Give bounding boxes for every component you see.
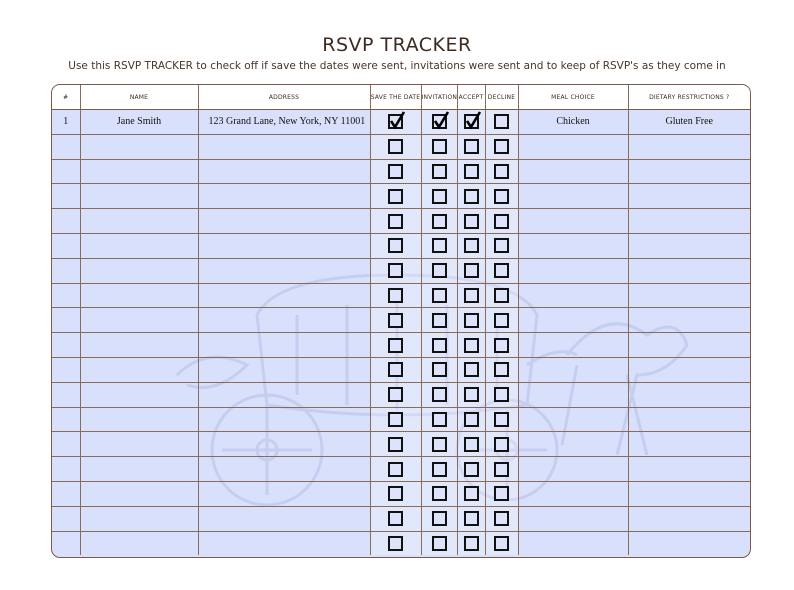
address-cell[interactable] bbox=[198, 134, 370, 159]
dietary-restrictions-cell[interactable]: Gluten Free bbox=[628, 110, 750, 135]
accept-checkbox[interactable] bbox=[464, 412, 479, 427]
table-row bbox=[52, 382, 750, 407]
dietary-restrictions-cell[interactable] bbox=[628, 333, 750, 358]
invitation-checkbox[interactable] bbox=[432, 387, 447, 402]
invitation-cell bbox=[421, 308, 457, 333]
meal-choice-cell[interactable] bbox=[518, 506, 628, 531]
column-header-number: # bbox=[52, 85, 80, 110]
save-the-date-cell bbox=[370, 233, 421, 258]
column-header-save-the-date: SAVE THE DATE bbox=[370, 85, 421, 110]
decline-cell bbox=[485, 457, 518, 482]
meal-choice-cell[interactable] bbox=[518, 481, 628, 506]
name-cell[interactable] bbox=[80, 382, 198, 407]
table-row bbox=[52, 159, 750, 184]
table-row bbox=[52, 506, 750, 531]
decline-checkbox[interactable] bbox=[494, 189, 509, 204]
table-body bbox=[52, 110, 750, 556]
decline-checkbox[interactable] bbox=[494, 536, 509, 551]
save-the-date-checkbox[interactable] bbox=[388, 486, 403, 501]
address-cell[interactable] bbox=[198, 407, 370, 432]
rsvp-table-container bbox=[51, 84, 751, 558]
row-number-cell[interactable] bbox=[52, 481, 80, 506]
accept-checkbox[interactable] bbox=[464, 263, 479, 278]
meal-choice-cell[interactable] bbox=[518, 333, 628, 358]
page-subtitle: Use this RSVP TRACKER to check off if save the dates were sent, invitations were sent and to keep of RSVP's as they come in bbox=[68, 60, 726, 72]
accept-checkbox[interactable] bbox=[464, 511, 479, 526]
save-the-date-cell bbox=[370, 184, 421, 209]
meal-choice-cell[interactable] bbox=[518, 159, 628, 184]
meal-choice-cell[interactable] bbox=[518, 258, 628, 283]
decline-cell bbox=[485, 110, 518, 135]
row-number-cell[interactable] bbox=[52, 407, 80, 432]
name-cell[interactable] bbox=[80, 457, 198, 482]
dietary-restrictions-cell[interactable] bbox=[628, 233, 750, 258]
decline-cell bbox=[485, 233, 518, 258]
decline-cell bbox=[485, 531, 518, 555]
accept-checkbox[interactable] bbox=[464, 338, 479, 353]
table-header-row bbox=[52, 85, 750, 110]
name-cell[interactable] bbox=[80, 407, 198, 432]
column-header-invitation: INVITATION bbox=[421, 85, 457, 110]
dietary-restrictions-cell[interactable] bbox=[628, 184, 750, 209]
save-the-date-checkbox[interactable] bbox=[388, 238, 403, 253]
accept-cell bbox=[457, 407, 485, 432]
dietary-restrictions-cell[interactable] bbox=[628, 357, 750, 382]
row-number-cell[interactable] bbox=[52, 134, 80, 159]
save-the-date-cell bbox=[370, 506, 421, 531]
address-cell[interactable] bbox=[198, 333, 370, 358]
accept-checkbox[interactable] bbox=[464, 486, 479, 501]
accept-cell bbox=[457, 308, 485, 333]
table-row bbox=[52, 407, 750, 432]
save-the-date-checkbox[interactable] bbox=[388, 313, 403, 328]
row-number-cell[interactable] bbox=[52, 506, 80, 531]
dietary-restrictions-cell[interactable] bbox=[628, 432, 750, 457]
decline-checkbox[interactable] bbox=[494, 462, 509, 477]
name-cell[interactable] bbox=[80, 531, 198, 555]
decline-cell bbox=[485, 382, 518, 407]
meal-choice-cell[interactable] bbox=[518, 308, 628, 333]
accept-cell bbox=[457, 258, 485, 283]
address-cell[interactable] bbox=[198, 159, 370, 184]
meal-choice-cell[interactable] bbox=[518, 457, 628, 482]
accept-cell bbox=[457, 357, 485, 382]
invitation-checkbox[interactable] bbox=[432, 288, 447, 303]
invitation-cell bbox=[421, 531, 457, 555]
name-cell[interactable] bbox=[80, 258, 198, 283]
save-the-date-cell bbox=[370, 159, 421, 184]
decline-checkbox[interactable] bbox=[494, 263, 509, 278]
decline-cell bbox=[485, 209, 518, 234]
accept-cell bbox=[457, 209, 485, 234]
row-number-cell[interactable] bbox=[52, 308, 80, 333]
accept-checkbox[interactable] bbox=[464, 536, 479, 551]
row-number-cell[interactable] bbox=[52, 184, 80, 209]
name-cell[interactable] bbox=[80, 159, 198, 184]
save-the-date-checkbox[interactable] bbox=[388, 536, 403, 551]
table-row bbox=[52, 457, 750, 482]
accept-cell bbox=[457, 531, 485, 555]
table-row bbox=[52, 531, 750, 555]
save-the-date-cell bbox=[370, 407, 421, 432]
address-cell[interactable] bbox=[198, 506, 370, 531]
invitation-cell bbox=[421, 432, 457, 457]
save-the-date-cell bbox=[370, 357, 421, 382]
table-row bbox=[52, 283, 750, 308]
invitation-cell bbox=[421, 333, 457, 358]
meal-choice-cell[interactable] bbox=[518, 233, 628, 258]
decline-checkbox[interactable] bbox=[494, 139, 509, 154]
address-cell[interactable] bbox=[198, 457, 370, 482]
name-cell[interactable] bbox=[80, 283, 198, 308]
decline-cell bbox=[485, 481, 518, 506]
name-cell[interactable] bbox=[80, 233, 198, 258]
invitation-cell bbox=[421, 283, 457, 308]
meal-choice-cell[interactable] bbox=[518, 283, 628, 308]
decline-checkbox[interactable] bbox=[494, 338, 509, 353]
dietary-restrictions-cell[interactable] bbox=[628, 283, 750, 308]
invitation-checkbox[interactable] bbox=[432, 511, 447, 526]
save-the-date-checkbox[interactable] bbox=[388, 139, 403, 154]
meal-choice-cell[interactable]: Chicken bbox=[518, 110, 628, 135]
decline-checkbox[interactable] bbox=[494, 387, 509, 402]
dietary-restrictions-cell[interactable] bbox=[628, 457, 750, 482]
accept-cell bbox=[457, 432, 485, 457]
decline-cell bbox=[485, 333, 518, 358]
row-number-cell[interactable]: 1 bbox=[52, 110, 80, 135]
invitation-cell bbox=[421, 110, 457, 135]
accept-checkbox[interactable] bbox=[464, 164, 479, 179]
column-header-name: NAME bbox=[80, 85, 198, 110]
table-row bbox=[52, 432, 750, 457]
decline-checkbox[interactable] bbox=[494, 288, 509, 303]
invitation-cell bbox=[421, 357, 457, 382]
table-row bbox=[52, 233, 750, 258]
column-header-dietary-restrictions: DIETARY RESTRICTIONS ? bbox=[628, 85, 750, 110]
save-the-date-cell bbox=[370, 457, 421, 482]
save-the-date-checkbox[interactable] bbox=[388, 437, 403, 452]
invitation-cell bbox=[421, 407, 457, 432]
decline-checkbox[interactable] bbox=[494, 486, 509, 501]
accept-checkbox[interactable] bbox=[464, 387, 479, 402]
save-the-date-checkbox[interactable] bbox=[388, 114, 403, 129]
decline-cell bbox=[485, 184, 518, 209]
invitation-checkbox[interactable] bbox=[432, 189, 447, 204]
save-the-date-cell bbox=[370, 209, 421, 234]
save-the-date-cell bbox=[370, 110, 421, 135]
address-cell[interactable] bbox=[198, 357, 370, 382]
row-number-cell[interactable] bbox=[52, 531, 80, 555]
table-row bbox=[52, 209, 750, 234]
checkmark-icon bbox=[465, 111, 482, 130]
name-cell[interactable] bbox=[80, 333, 198, 358]
address-cell[interactable] bbox=[198, 233, 370, 258]
meal-choice-cell[interactable] bbox=[518, 209, 628, 234]
row-number-cell[interactable] bbox=[52, 357, 80, 382]
row-number-cell[interactable] bbox=[52, 209, 80, 234]
address-cell[interactable] bbox=[198, 308, 370, 333]
invitation-checkbox[interactable] bbox=[432, 263, 447, 278]
invitation-checkbox[interactable] bbox=[432, 164, 447, 179]
decline-cell bbox=[485, 283, 518, 308]
decline-cell bbox=[485, 159, 518, 184]
accept-cell bbox=[457, 333, 485, 358]
row-number-cell[interactable] bbox=[52, 258, 80, 283]
meal-choice-cell[interactable] bbox=[518, 357, 628, 382]
save-the-date-cell bbox=[370, 333, 421, 358]
accept-cell bbox=[457, 481, 485, 506]
accept-cell bbox=[457, 382, 485, 407]
invitation-cell bbox=[421, 258, 457, 283]
invitation-checkbox[interactable] bbox=[432, 462, 447, 477]
invitation-cell bbox=[421, 481, 457, 506]
decline-cell bbox=[485, 134, 518, 159]
dietary-restrictions-cell[interactable] bbox=[628, 382, 750, 407]
dietary-restrictions-cell[interactable] bbox=[628, 134, 750, 159]
name-cell[interactable] bbox=[80, 506, 198, 531]
accept-cell bbox=[457, 283, 485, 308]
decline-cell bbox=[485, 407, 518, 432]
meal-choice-cell[interactable] bbox=[518, 531, 628, 555]
invitation-cell bbox=[421, 209, 457, 234]
decline-checkbox[interactable] bbox=[494, 313, 509, 328]
invitation-checkbox[interactable] bbox=[432, 362, 447, 377]
checkmark-icon bbox=[433, 111, 450, 130]
table-row bbox=[52, 357, 750, 382]
column-header-accept: ACCEPT bbox=[457, 85, 485, 110]
invitation-cell bbox=[421, 457, 457, 482]
save-the-date-cell bbox=[370, 481, 421, 506]
checkmark-icon bbox=[389, 111, 406, 130]
invitation-checkbox[interactable] bbox=[432, 238, 447, 253]
decline-cell bbox=[485, 357, 518, 382]
accept-cell bbox=[457, 184, 485, 209]
page-title: RSVP TRACKER bbox=[322, 34, 472, 56]
decline-checkbox[interactable] bbox=[494, 114, 509, 129]
save-the-date-cell bbox=[370, 134, 421, 159]
name-cell[interactable] bbox=[80, 357, 198, 382]
table-row bbox=[52, 333, 750, 358]
decline-cell bbox=[485, 308, 518, 333]
dietary-restrictions-cell[interactable] bbox=[628, 407, 750, 432]
invitation-checkbox[interactable] bbox=[432, 114, 447, 129]
row-number-cell[interactable] bbox=[52, 283, 80, 308]
accept-cell bbox=[457, 506, 485, 531]
meal-choice-cell[interactable] bbox=[518, 184, 628, 209]
accept-cell bbox=[457, 134, 485, 159]
address-cell[interactable]: 123 Grand Lane, New York, NY 11001 bbox=[198, 110, 370, 135]
save-the-date-checkbox[interactable] bbox=[388, 511, 403, 526]
accept-checkbox[interactable] bbox=[464, 214, 479, 229]
invitation-checkbox[interactable] bbox=[432, 536, 447, 551]
table-row bbox=[52, 134, 750, 159]
address-cell[interactable] bbox=[198, 531, 370, 555]
invitation-checkbox[interactable] bbox=[432, 412, 447, 427]
table-row bbox=[52, 481, 750, 506]
invitation-cell bbox=[421, 184, 457, 209]
column-header-decline: DECLINE bbox=[485, 85, 518, 110]
name-cell[interactable] bbox=[80, 481, 198, 506]
name-cell[interactable] bbox=[80, 432, 198, 457]
invitation-cell bbox=[421, 134, 457, 159]
address-cell[interactable] bbox=[198, 258, 370, 283]
address-cell[interactable] bbox=[198, 481, 370, 506]
name-cell[interactable] bbox=[80, 184, 198, 209]
save-the-date-checkbox[interactable] bbox=[388, 263, 403, 278]
dietary-restrictions-cell[interactable] bbox=[628, 531, 750, 555]
accept-checkbox[interactable] bbox=[464, 362, 479, 377]
decline-checkbox[interactable] bbox=[494, 362, 509, 377]
invitation-cell bbox=[421, 233, 457, 258]
invitation-cell bbox=[421, 382, 457, 407]
invitation-cell bbox=[421, 506, 457, 531]
accept-cell bbox=[457, 233, 485, 258]
decline-cell bbox=[485, 432, 518, 457]
row-number-cell[interactable] bbox=[52, 432, 80, 457]
invitation-checkbox[interactable] bbox=[432, 214, 447, 229]
accept-checkbox[interactable] bbox=[464, 114, 479, 129]
accept-checkbox[interactable] bbox=[464, 437, 479, 452]
meal-choice-cell[interactable] bbox=[518, 134, 628, 159]
address-cell[interactable] bbox=[198, 184, 370, 209]
decline-checkbox[interactable] bbox=[494, 164, 509, 179]
accept-checkbox[interactable] bbox=[464, 313, 479, 328]
table-row bbox=[52, 258, 750, 283]
accept-cell bbox=[457, 110, 485, 135]
row-number-cell[interactable] bbox=[52, 382, 80, 407]
name-cell[interactable] bbox=[80, 209, 198, 234]
meal-choice-cell[interactable] bbox=[518, 382, 628, 407]
save-the-date-checkbox[interactable] bbox=[388, 462, 403, 477]
save-the-date-checkbox[interactable] bbox=[388, 362, 403, 377]
save-the-date-checkbox[interactable] bbox=[388, 412, 403, 427]
dietary-restrictions-cell[interactable] bbox=[628, 481, 750, 506]
accept-checkbox[interactable] bbox=[464, 189, 479, 204]
dietary-restrictions-cell[interactable] bbox=[628, 159, 750, 184]
save-the-date-checkbox[interactable] bbox=[388, 189, 403, 204]
decline-checkbox[interactable] bbox=[494, 238, 509, 253]
save-the-date-cell bbox=[370, 531, 421, 555]
save-the-date-cell bbox=[370, 308, 421, 333]
save-the-date-cell bbox=[370, 432, 421, 457]
decline-cell bbox=[485, 506, 518, 531]
dietary-restrictions-cell[interactable] bbox=[628, 209, 750, 234]
decline-cell bbox=[485, 258, 518, 283]
rsvp-table bbox=[52, 85, 750, 555]
invitation-checkbox[interactable] bbox=[432, 338, 447, 353]
accept-checkbox[interactable] bbox=[464, 139, 479, 154]
row-number-cell[interactable] bbox=[52, 233, 80, 258]
invitation-checkbox[interactable] bbox=[432, 437, 447, 452]
invitation-checkbox[interactable] bbox=[432, 486, 447, 501]
table-row bbox=[52, 184, 750, 209]
dietary-restrictions-cell[interactable] bbox=[628, 308, 750, 333]
save-the-date-checkbox[interactable] bbox=[388, 338, 403, 353]
address-cell[interactable] bbox=[198, 283, 370, 308]
meal-choice-cell[interactable] bbox=[518, 407, 628, 432]
meal-choice-cell[interactable] bbox=[518, 432, 628, 457]
column-header-meal-choice: MEAL CHOICE bbox=[518, 85, 628, 110]
column-header-address: ADDRESS bbox=[198, 85, 370, 110]
save-the-date-cell bbox=[370, 382, 421, 407]
save-the-date-checkbox[interactable] bbox=[388, 164, 403, 179]
accept-checkbox[interactable] bbox=[464, 462, 479, 477]
invitation-cell bbox=[421, 159, 457, 184]
accept-cell bbox=[457, 159, 485, 184]
decline-checkbox[interactable] bbox=[494, 511, 509, 526]
row-number-cell[interactable] bbox=[52, 159, 80, 184]
decline-checkbox[interactable] bbox=[494, 437, 509, 452]
save-the-date-checkbox[interactable] bbox=[388, 387, 403, 402]
name-cell[interactable] bbox=[80, 134, 198, 159]
dietary-restrictions-cell[interactable] bbox=[628, 506, 750, 531]
row-number-cell[interactable] bbox=[52, 457, 80, 482]
accept-checkbox[interactable] bbox=[464, 288, 479, 303]
address-cell[interactable] bbox=[198, 382, 370, 407]
name-cell[interactable] bbox=[80, 308, 198, 333]
save-the-date-checkbox[interactable] bbox=[388, 214, 403, 229]
table-row bbox=[52, 110, 750, 135]
address-cell[interactable] bbox=[198, 209, 370, 234]
save-the-date-checkbox[interactable] bbox=[388, 288, 403, 303]
address-cell[interactable] bbox=[198, 432, 370, 457]
save-the-date-cell bbox=[370, 258, 421, 283]
invitation-checkbox[interactable] bbox=[432, 313, 447, 328]
decline-checkbox[interactable] bbox=[494, 214, 509, 229]
row-number-cell[interactable] bbox=[52, 333, 80, 358]
decline-checkbox[interactable] bbox=[494, 412, 509, 427]
accept-cell bbox=[457, 457, 485, 482]
name-cell[interactable]: Jane Smith bbox=[80, 110, 198, 135]
dietary-restrictions-cell[interactable] bbox=[628, 258, 750, 283]
accept-checkbox[interactable] bbox=[464, 238, 479, 253]
save-the-date-cell bbox=[370, 283, 421, 308]
table-row bbox=[52, 308, 750, 333]
invitation-checkbox[interactable] bbox=[432, 139, 447, 154]
